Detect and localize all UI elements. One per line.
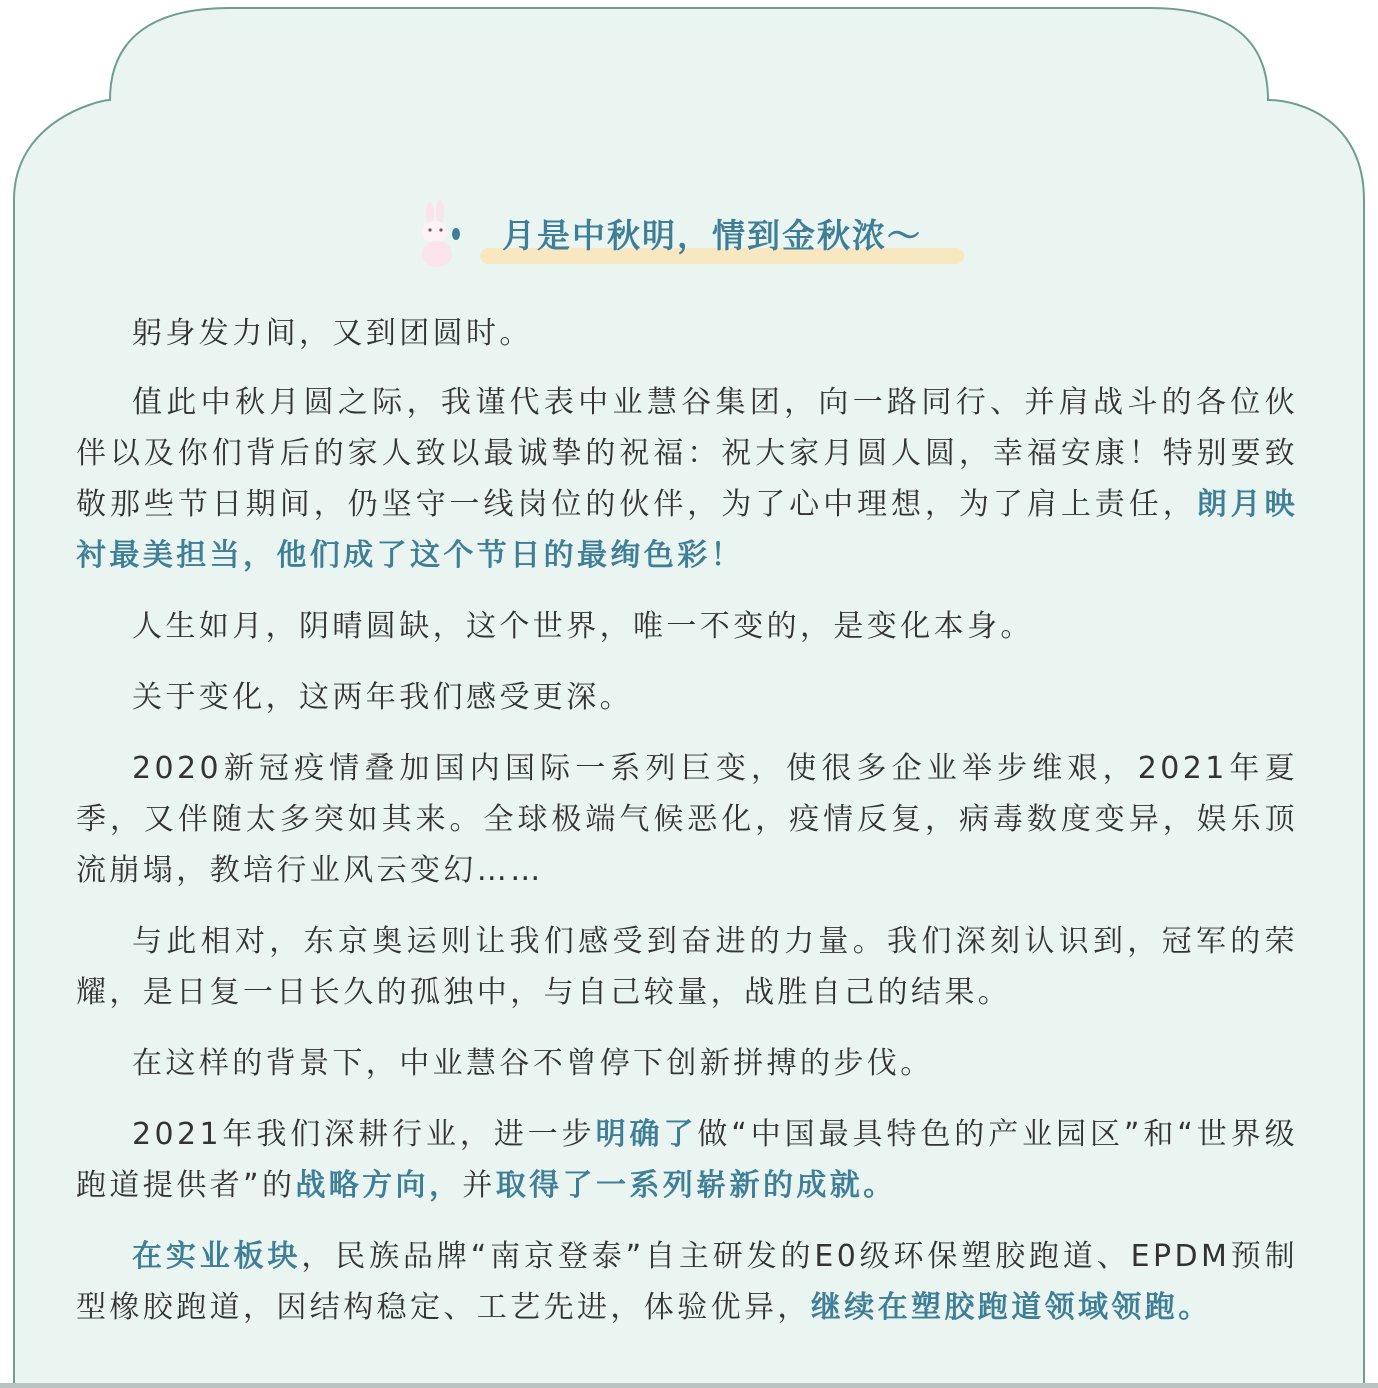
paragraph — [76, 1038, 1298, 1089]
body-text: 与此相对，东京奥运则让我们感受到奋进的力量。我们深刻认识到，冠军的荣耀，是日复一日长久的孤独中，与自己较量，战胜自己的结果。 — [76, 924, 1298, 1010]
rabbit-icon — [410, 200, 470, 270]
body-text: 人生如月，阴晴圆缺，这个世界，唯一不变的，是变化本身。 — [132, 609, 1034, 644]
body-text: 2020新冠疫情叠加国内国际一系列巨变，使很多企业举步维艰，2021年夏季，又伴随太多突如其来。全球极端气候恶化，疫情反复，病毒数度变异，娱乐顶流崩塌，教培行业风云变幻…… — [76, 751, 1298, 888]
paragraph — [76, 916, 1298, 1018]
paragraph — [76, 377, 1298, 581]
body-text: 并 — [462, 1168, 496, 1203]
bottom-edge — [0, 1383, 1378, 1388]
body-text: 关于变化，这两年我们感受更深。 — [132, 680, 633, 715]
body-text: 做“中国最具特色的产业园区”和“世界级跑道提供者”的 — [76, 1117, 1298, 1203]
paragraph — [76, 308, 1298, 359]
body-text: ，民族品牌“南京登泰”自主研发的E0级环保塑胶跑道、EPDM预制型橡胶跑道，因结构稳定、工艺先进，体验优异， — [76, 1239, 1298, 1325]
paragraph — [76, 743, 1298, 896]
highlight-text: 继续在塑胶跑道领域领跑。 — [810, 1290, 1212, 1325]
highlight-text: 在实业板块 — [132, 1239, 302, 1274]
highlight-text: 明确了 — [595, 1117, 698, 1152]
body-text: 值此中秋月圆之际，我谨代表中业慧谷集团，向一路同行、并肩战斗的各位伙伴以及你们背后的家人致以最诚挚的祝福：祝大家月圆人圆，幸福安康！特别要致敬那些节日期间，仍坚守一线岗位的伙伴，为了心中理想，为了肩上责任， — [76, 385, 1298, 522]
highlight-text: 取得了一系列崭新的成就。 — [495, 1168, 897, 1203]
paragraph — [76, 672, 1298, 723]
paragraph — [76, 1231, 1298, 1333]
paragraph — [76, 1109, 1298, 1211]
body-text: 躬身发力间，又到团圆时。 — [132, 316, 533, 351]
title-banner — [410, 200, 970, 272]
highlight-text: 战略方向， — [295, 1168, 463, 1203]
body-text: 2021年我们深耕行业，进一步 — [132, 1117, 596, 1152]
article-body — [76, 308, 1298, 1353]
highlight-text: 朗月映衬最美担当，他们成了这个节日的最绚色彩！ — [76, 487, 1299, 573]
body-text: 在这样的背景下，中业慧谷不曾停下创新拼搏的步伐。 — [132, 1046, 934, 1081]
paragraph — [76, 601, 1298, 652]
title-text: 月是中秋明，情到金秋浓～ — [502, 216, 922, 255]
